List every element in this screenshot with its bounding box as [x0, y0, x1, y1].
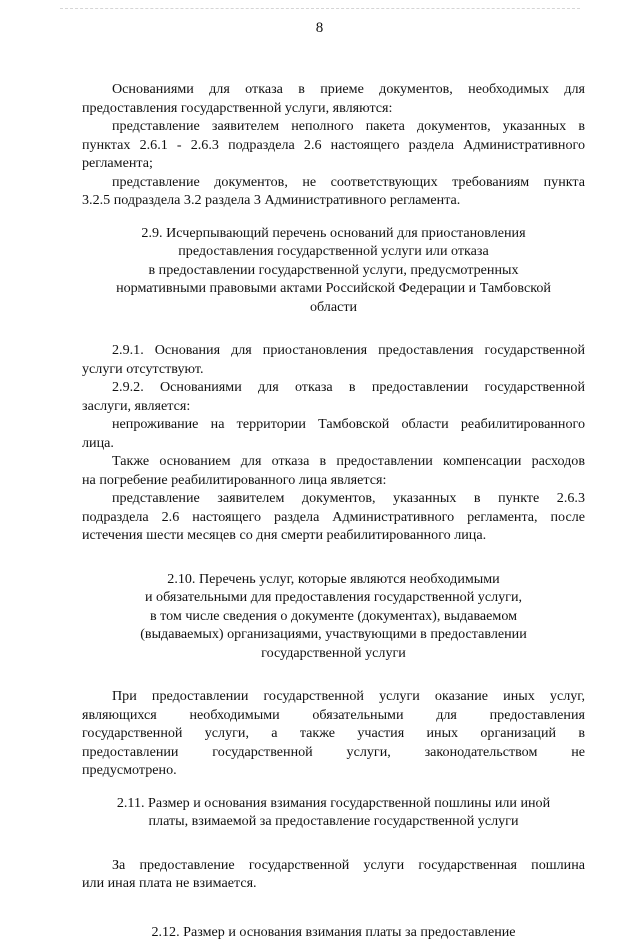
p-refusal-intro-1: Основаниями для отказа в приеме документов, необходимых для [82, 80, 585, 99]
p-fee-1: За предоставление государственной услуги государственная пошлина [82, 856, 585, 875]
p-2-9-1-line-1: 2.9.1. Основания для приостановления предоставления государственной [82, 341, 585, 360]
p-other-services-3: государственной услуги, а также участия иных организаций в [82, 724, 585, 743]
p-compensation-1: Также основанием для отказа в предоставлении компенсации расходов [82, 452, 585, 471]
heading-2-10-line-2: и обязательными для предоставления государственной услуги, [82, 588, 585, 607]
p-nonconform-2: 3.2.5 подраздела 3.2 раздела 3 Административного регламента. [82, 191, 585, 210]
p-other-services-5: предусмотрено. [82, 761, 585, 780]
heading-2-10-line-1: 2.10. Перечень услуг, которые являются необходимыми [82, 570, 585, 589]
p-residence-2: лица. [82, 434, 585, 453]
scan-edge-line [60, 8, 580, 9]
p-2-9-2-line-1: 2.9.2. Основаниями для отказа в предоставлении государственной [82, 378, 585, 397]
heading-2-12-line-1: 2.12. Размер и основания взимания платы за предоставление [82, 923, 585, 941]
heading-2-11-line-1: 2.11. Размер и основания взимания государственной пошлины или иной [82, 794, 585, 813]
document-body [82, 80, 585, 941]
p-refusal-intro-2: предоставления государственной услуги, являются: [82, 99, 585, 118]
p-other-services-4: предоставлении государственной услуги, законодательством не [82, 743, 585, 762]
heading-2-9-line-5: области [82, 298, 585, 317]
heading-2-9-line-4: нормативными правовыми актами Российской Федерации и Тамбовской [82, 279, 585, 298]
p-deadline-2: подраздела 2.6 настоящего раздела Административного регламента, после [82, 508, 585, 527]
p-2-9-2-line-2: заслуги, является: [82, 397, 585, 416]
heading-2-10-line-4: (выдаваемых) организациями, участвующими в предоставлении [82, 625, 585, 644]
p-other-services-2: являющихся необходимыми обязательными для предоставления [82, 706, 585, 725]
p-compensation-2: на погребение реабилитированного лица является: [82, 471, 585, 490]
p-nonconform-1: представление документов, не соответствующих требованиям пункта [82, 173, 585, 192]
p-deadline-1: представление заявителем документов, указанных в пункте 2.6.3 [82, 489, 585, 508]
heading-2-9-line-1: 2.9. Исчерпывающий перечень оснований для приостановления [82, 224, 585, 243]
heading-2-10-line-3: в том числе сведения о документе (документах), выдаваемом [82, 607, 585, 626]
heading-2-10-line-5: государственной услуги [82, 644, 585, 663]
p-incomplete-2: пунктах 2.6.1 - 2.6.3 подраздела 2.6 настоящего раздела Административного [82, 136, 585, 155]
p-fee-2: или иная плата не взимается. [82, 874, 585, 893]
heading-2-9-line-2: предоставления государственной услуги или отказа [82, 242, 585, 261]
p-deadline-3: истечения шести месяцев со дня смерти реабилитированного лица. [82, 526, 585, 545]
p-incomplete-1: представление заявителем неполного пакета документов, указанных в [82, 117, 585, 136]
p-2-9-1-line-2: услуги отсутствуют. [82, 360, 585, 379]
page-number: 8 [0, 20, 639, 37]
heading-2-9-line-3: в предоставлении государственной услуги, предусмотренных [82, 261, 585, 280]
p-residence-1: непроживание на территории Тамбовской области реабилитированного [82, 415, 585, 434]
p-other-services-1: При предоставлении государственной услуги оказание иных услуг, [82, 687, 585, 706]
heading-2-11-line-2: платы, взимаемой за предоставление государственной услуги [82, 812, 585, 831]
p-incomplete-3: регламента; [82, 154, 585, 173]
